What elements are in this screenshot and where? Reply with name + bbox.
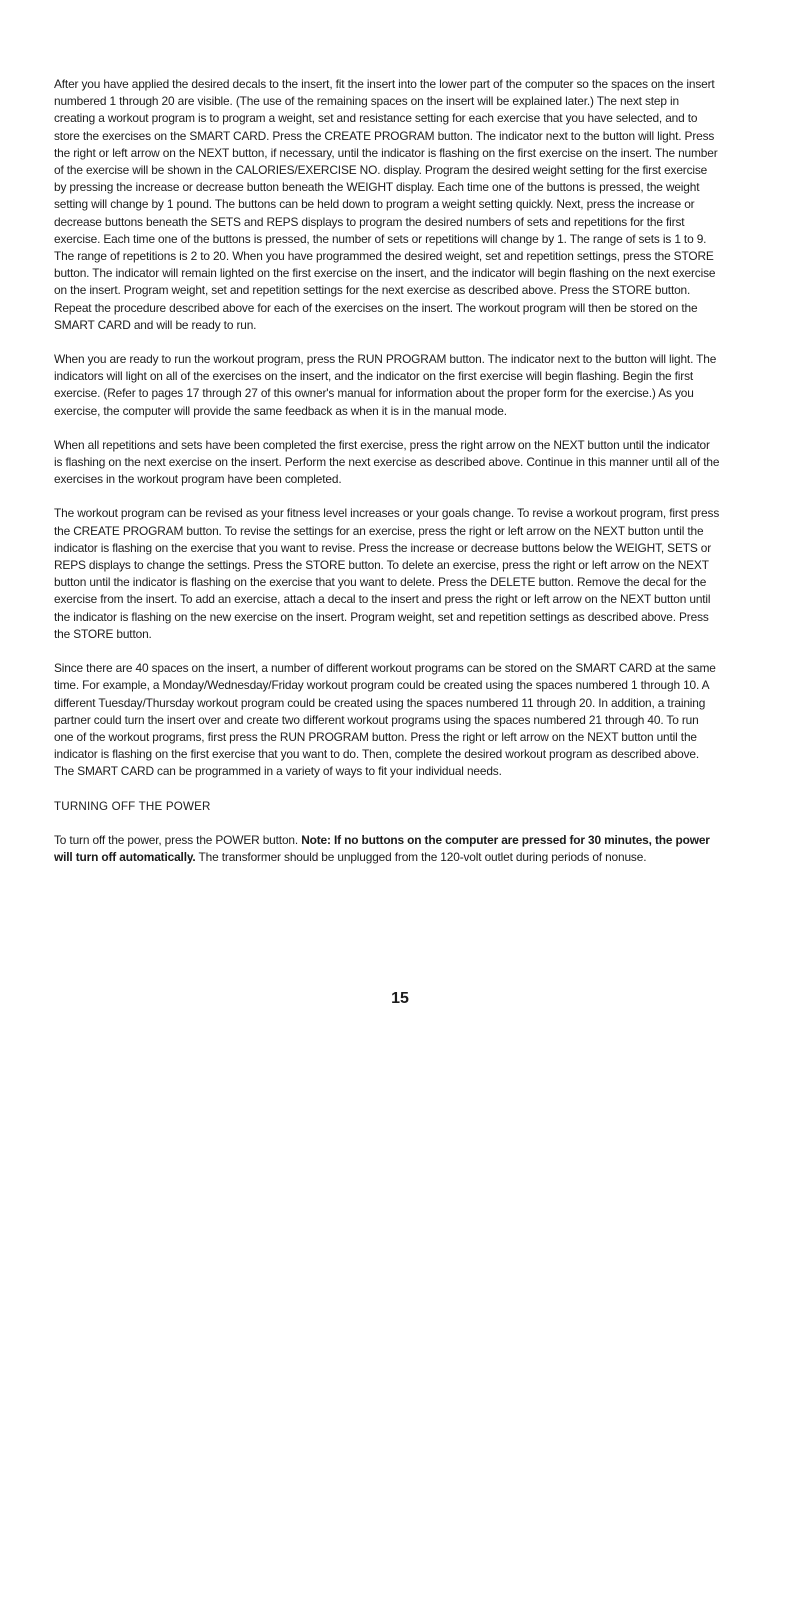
- page-body: [54, 76, 720, 883]
- paragraph-multiple-programs: Since there are 40 spaces on the insert, a number of different workout programs can be stored on the SMART CARD at the same time. For example, a Monday/Wednesday/Friday workout program could be created using the spaces numbered 1 through 10. A different Tuesday/Thursday workout program could be created using the spaces numbered 11 through 20. In addition, a training partner could turn the insert over and create two different workout programs using the spaces numbered 21 through 40. To run one of the workout programs, first press the RUN PROGRAM button. Press the right or left arrow on the NEXT button until the indicator is flashing on the first exercise that you want to do. Then, complete the desired workout program as described above. The SMART CARD can be programmed in a variety of ways to fit your individual needs.: [54, 661, 716, 779]
- paragraph-next-exercise: When all repetitions and sets have been completed the first exercise, press the right arrow on the NEXT button until the indicator is flashing on the next exercise on the insert. Perform the next exercise as described above. Continue in this manner until all of the exercises in the workout program have been completed.: [54, 437, 720, 487]
- power-off-note: Note: If no buttons on the computer are pressed for 30 minutes, the power will turn off automatically.: [54, 832, 710, 864]
- paragraph-run-program: When you are ready to run the workout program, press the RUN PROGRAM button. The indicator next to the button will light. The indicators will light on all of the exercises on the insert, and the indicator on the first exercise will begin flashing. Begin the first exercise. (Refer to pages 17 through 27 of this owner's manual for information about the proper form for the exercise.) As you exercise, the computer will provide the same feedback as when it is in the manual mode.: [54, 352, 717, 418]
- page-number: 15: [391, 990, 409, 1007]
- paragraph-power-off: [54, 832, 720, 866]
- paragraph-revise-program: The workout program can be revised as your fitness level increases or your goals change. To revise a workout program, first press the CREATE PROGRAM button. To revise the settings for an exercise, press the right or left arrow on the NEXT button until the indicator is flashing on the exercise that you want to revise. Press the increase or decrease buttons below the WEIGHT, SETS or REPS displays to change the settings. Press the STORE button. To delete an exercise, press the right or left arrow on the NEXT button until the indicator is flashing on the exercise that you want to delete. Press the DELETE button. Remove the decal for the exercise from the insert. To add an exercise, attach a decal to the insert and press the right or left arrow on the NEXT button until the indicator is flashing on the new exercise on the insert. Program weight, set and repetition settings as described above. Press the STORE button.: [54, 506, 720, 641]
- power-off-outro: The transformer should be unplugged from the 120-volt outlet during periods of nonuse.: [195, 849, 647, 864]
- paragraph-create-program: After you have applied the desired decals to the insert, fit the insert into the lower part of the computer so the spaces on the insert numbered 1 through 20 are visible. (The use of the remaining spaces on the insert will be explained later.) The next step in creating a workout program is to program a weight, set and resistance setting for each exercise that you have selected, and to store the exercises on the SMART CARD. Press the CREATE PROGRAM button. The indicator next to the button will light. Press the right or left arrow on the NEXT button, if necessary, until the indicator is flashing on the first exercise on the insert. The number of the exercise will be shown in the CALORIES/EXERCISE NO. display. Program the desired weight setting for the first exercise by pressing the increase or decrease button beneath the WEIGHT display. Each time one of the buttons is pressed, the weight setting will change by 1 pound. The buttons can be held down to program a weight setting quickly. Next, press the increase or decrease buttons beneath the SETS and REPS displays to program the desired numbers of sets and repetitions for the first exercise. Each time one of the buttons is pressed, the number of sets or repetitions will change by 1. The range of sets is 1 to 9. The range of repetitions is 2 to 20. When you have programmed the desired weight, set and repetition settings, press the STORE button. The indicator will remain lighted on the first exercise on the insert, and the indicator will begin flashing on the next exercise on the insert. Program weight, set and repetition settings for the next exercise as described above. Press the STORE button. Repeat the procedure described above for each of the exercises on the insert. The workout program will then be stored on the SMART CARD and will be ready to run.: [54, 77, 718, 332]
- power-off-intro: To turn off the power, press the POWER button.: [54, 832, 302, 847]
- section-heading: TURNING OFF THE POWER: [54, 799, 211, 813]
